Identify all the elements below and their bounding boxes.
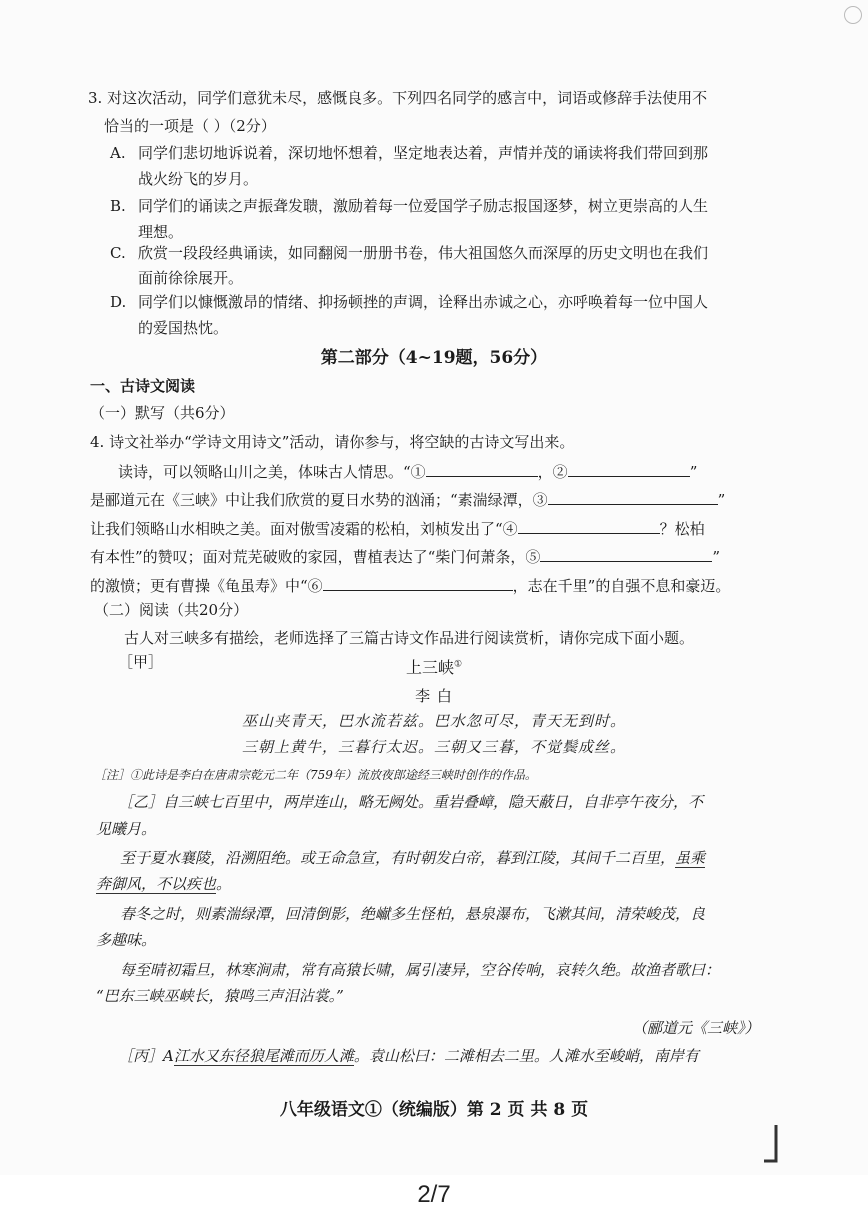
- poem-author: 李 白: [415, 687, 453, 705]
- q4-line2: [90, 488, 725, 510]
- yi-para2-line1: [120, 848, 705, 868]
- q3-option-c-line1: 欣赏一段段经典诵读，如同翻阅一册册书卷，伟大祖国悠久而深厚的历史文明也在我们: [138, 244, 709, 262]
- yi-source: （郦道元《三峡》）: [632, 1019, 760, 1037]
- q4-line1-text-a: 读诗，可以领略山川之美，体味古人情思。“①: [118, 463, 426, 481]
- yi-para3-line2: 多趣味。: [96, 931, 157, 949]
- q3-option-d-line1: 同学们以慷慨激昂的情绪、抑扬顿挫的声调，诠释出赤诚之心，亦呼唤着每一位中国人: [138, 293, 709, 311]
- poem-footnote: ［注］①此诗是李白在唐肃宗乾元二年（759年）流放夜郎途经三峡时创作的作品。: [94, 768, 537, 782]
- q4-line2-text-a: 是郦道元在《三峡》中让我们欣赏的夏日水势的汹涌；“素湍绿潭，③: [90, 491, 548, 509]
- yi-para4-line1: 每至晴初霜旦，林寒涧肃，常有高猿长啸，属引凄异，空谷传响，哀转久绝。故渔者歌曰：: [120, 961, 721, 979]
- q3-option-c-line2: 面前徐徐展开。: [138, 269, 244, 287]
- yi-underlined-phrase-b: 奔御风，不以疾也: [96, 875, 217, 893]
- poem-line-1: 巫山夹青天，巴水流若兹。巴水忽可尽，青天无到时。: [241, 712, 626, 730]
- q4-line3: [90, 517, 705, 539]
- answer-blank-2[interactable]: [568, 460, 690, 477]
- q4-line1: [118, 460, 697, 482]
- poem-title-text: 上三峡: [405, 658, 454, 677]
- q3-stem-line1: 3. 对这次活动，同学们意犹未尽，感慨良多。下列四名同学的感言中，词语或修辞手法使用不: [88, 89, 708, 107]
- q3-option-a-line1: 同学们悲切地诉说着，深切地怀想着，坚定地表达着，声情并茂的诵读将我们带回到那: [138, 144, 709, 162]
- q3-option-b-line2: 理想。: [138, 223, 184, 241]
- poem-note-mark: ①: [453, 659, 463, 670]
- section1-heading: 一、古诗文阅读: [90, 377, 196, 395]
- page-footer: 八年级语文①（统编版）第 2 页 共 8 页: [279, 1100, 589, 1120]
- poem-title: [0, 655, 868, 678]
- q3-option-a-label: A.: [110, 144, 126, 162]
- q4-line5-text-a: 的激愤；更有曹操《龟虽寿》中“⑥: [90, 577, 323, 595]
- reading-intro: 古人对三峡多有描绘，老师选择了三篇古诗文作品进行阅读赏析，请你完成下面小题。: [124, 629, 695, 647]
- jia-tag: ［甲］: [118, 653, 164, 671]
- bing-tag: ［丙］: [118, 1047, 164, 1065]
- q4-line5-text-b: ，志在千里”的自强不息和豪迈。: [512, 577, 731, 595]
- q4-intro: 4. 诗文社举办“学诗文用诗文”活动，请你参与，将空缺的古诗文写出来。: [90, 433, 575, 451]
- subsection-reading: （二）阅读（共20分）: [94, 601, 249, 619]
- yi-para4-line2: “巴东三峡巫峡长，猿鸣三声泪沾裳。”: [96, 987, 344, 1005]
- q4-line4-text-b: ”: [712, 548, 721, 566]
- answer-blank-5[interactable]: [540, 545, 712, 562]
- yi-underlined-phrase-a: 虽乘: [675, 849, 706, 867]
- q3-option-d-label: D.: [110, 293, 127, 311]
- answer-blank-4[interactable]: [518, 517, 660, 534]
- page-counter: 2/7: [417, 1181, 451, 1208]
- q4-line3-text-b: ？松柏: [659, 520, 705, 538]
- q4-line4: [90, 545, 720, 567]
- scan-mark-icon: [844, 6, 862, 24]
- q4-line2-text-b: ”: [717, 491, 726, 509]
- q4-line3-text-a: 让我们领略山水相映之美。面对傲雪凌霜的松柏，刘桢发出了“④: [90, 520, 518, 538]
- answer-blank-1[interactable]: [426, 460, 538, 477]
- q3-option-a-line2: 战火纷飞的岁月。: [138, 170, 259, 188]
- bing-underlined-sentence: 江水又东径狼尾滩而历人滩: [173, 1047, 354, 1065]
- yi-para1-line2: 见曦月。: [96, 820, 157, 838]
- part2-title: 第二部分（4~19题，56分）: [320, 348, 548, 368]
- q4-line1-text-c: ”: [689, 463, 698, 481]
- subsection-dictation: （一）默写（共6分）: [90, 404, 235, 422]
- q3-option-d-line2: 的爱国热忱。: [138, 319, 229, 337]
- answer-blank-6[interactable]: [323, 574, 513, 591]
- answer-blank-3[interactable]: [548, 488, 718, 505]
- q3-stem-line2: 恰当的一项是（ ）（2分）: [104, 117, 276, 135]
- bing-marker: A: [163, 1047, 174, 1065]
- yi-para1-line1: ［乙］自三峡七百里中，两岸连山，略无阙处。重岩叠嶂，隐天蔽日，自非亭午夜分，不: [118, 793, 704, 811]
- bing-rest: 。袁山松曰：二滩相去二里。人滩水至峻峭，南岸有: [353, 1047, 699, 1065]
- q3-option-b-line1: 同学们的诵读之声振聋发聩，激励着每一位爱国学子励志报国逐梦，树立更崇高的人生: [138, 197, 709, 215]
- q4-line1-text-b: ，②: [537, 463, 568, 481]
- q4-line4-text-a: 有本性”的赞叹；面对荒芜破败的家园，曹植表达了“柴门何萧条，⑤: [90, 548, 541, 566]
- q3-option-c-label: C.: [110, 244, 126, 262]
- q3-option-b-label: B.: [110, 197, 126, 215]
- q4-line5: [90, 574, 730, 596]
- yi-para2-line2: [96, 874, 231, 894]
- bing-line: [118, 1046, 699, 1066]
- yi-para2-end: 。: [216, 875, 232, 893]
- page-curl-icon: [764, 1125, 778, 1165]
- poem-line-2: 三朝上黄牛，三暮行太迟。三朝又三暮，不觉鬓成丝。: [241, 738, 626, 756]
- yi-para3-line1: 春冬之时，则素湍绿潭，回清倒影，绝𪩘多生怪柏，悬泉瀑布，飞漱其间，清荣峻茂，良: [120, 905, 706, 923]
- yi-para2-text: 至于夏水襄陵，沿溯阻绝。或王命急宣，有时朝发白帝，暮到江陵，其间千二百里，: [120, 849, 676, 867]
